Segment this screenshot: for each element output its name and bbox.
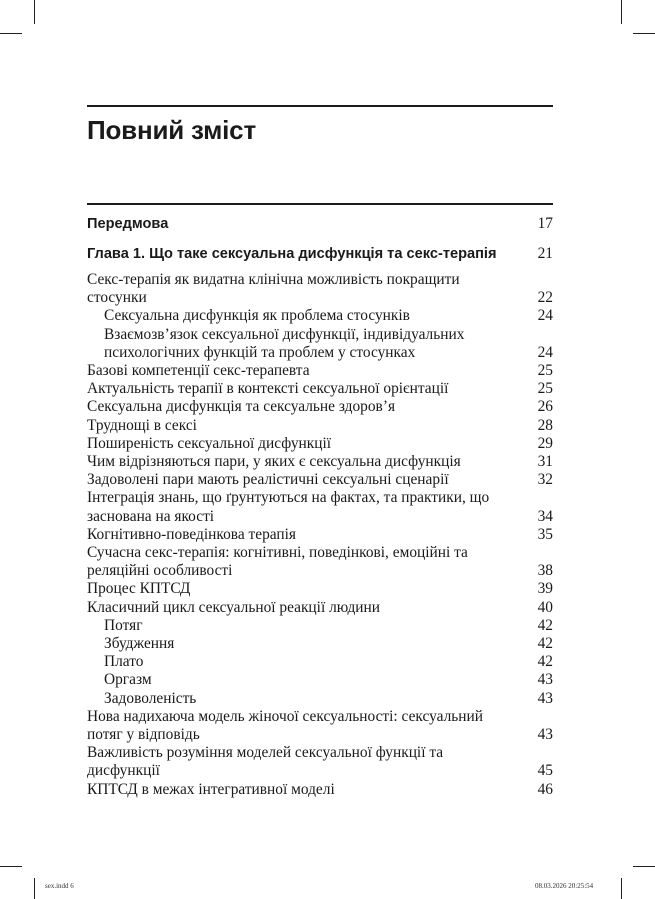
toc-entry-page: 25 bbox=[537, 362, 553, 380]
toc-top-rule bbox=[87, 203, 553, 205]
toc-entry bbox=[87, 653, 553, 671]
toc-entry-label: Труднощі в сексі bbox=[87, 416, 197, 434]
toc-entry-page: 42 bbox=[537, 616, 553, 634]
crop-mark bbox=[0, 33, 22, 34]
toc-entry-page: 35 bbox=[537, 525, 553, 543]
toc-entry bbox=[87, 307, 553, 325]
crop-mark bbox=[34, 0, 35, 24]
toc-entry-label: Когнітивно-поведінкова терапія bbox=[87, 525, 296, 543]
toc-entry-page: 42 bbox=[537, 653, 553, 671]
toc-entry-page: 43 bbox=[537, 726, 553, 744]
toc-entry-page: 43 bbox=[537, 671, 553, 689]
title-top-rule bbox=[87, 105, 553, 107]
toc-entry bbox=[87, 417, 553, 435]
toc-entry-page: 45 bbox=[537, 762, 553, 780]
toc-entry bbox=[87, 362, 553, 380]
page-title: Повний зміст bbox=[87, 115, 256, 145]
toc-entry bbox=[87, 398, 553, 416]
toc-entry-label: Важливість розуміння моделей сексуальної функції та дисфункції bbox=[87, 744, 444, 780]
toc-entry-label: Збудження bbox=[104, 635, 175, 653]
toc-entry-page: 21 bbox=[537, 245, 553, 262]
crop-mark bbox=[0, 866, 22, 867]
toc-entry-label: Потяг bbox=[104, 616, 143, 634]
toc-entry-label: Секс-терапія як видатна клінічна можливість покращити стосунки bbox=[87, 271, 460, 307]
crop-mark bbox=[621, 878, 622, 899]
toc-entry-page: 24 bbox=[537, 343, 553, 361]
toc-entry-label: Базові компетенції секс-терапевта bbox=[87, 362, 310, 380]
toc-entry-label: Сексуальна дисфункція та сексуальне здоров’я bbox=[87, 398, 396, 416]
toc-entry-page: 24 bbox=[537, 307, 553, 325]
footer-timestamp-slug: 08.03.2026 20:25:54 bbox=[535, 882, 594, 890]
toc-entry-page: 31 bbox=[537, 453, 553, 471]
toc-entry-label: Процес КПТСД bbox=[87, 580, 191, 598]
toc-entry-label: Поширеність сексуальної дисфункції bbox=[87, 434, 332, 452]
toc-entry-label: Актуальність терапії в контексті сексуальної орієнтації bbox=[87, 380, 449, 398]
toc-entry-page: 40 bbox=[537, 598, 553, 616]
toc-entry bbox=[87, 245, 553, 263]
toc-entry-label: Чим відрізняються пари, у яких є сексуальна дисфункція bbox=[87, 453, 461, 471]
toc-entry-page: 34 bbox=[537, 507, 553, 525]
toc-entry-page: 32 bbox=[537, 471, 553, 489]
toc-entry-page: 29 bbox=[537, 434, 553, 452]
toc-entry bbox=[87, 781, 553, 799]
toc-entry bbox=[87, 708, 553, 744]
toc-entry-page: 22 bbox=[537, 289, 553, 307]
toc-entry bbox=[87, 326, 553, 362]
toc-entry-label: Плато bbox=[104, 653, 144, 671]
crop-mark bbox=[34, 878, 35, 899]
toc-entry-page: 39 bbox=[537, 580, 553, 598]
crop-mark bbox=[621, 0, 622, 24]
toc-entry bbox=[87, 544, 553, 580]
toc-entry-label: Сексуальна дисфункція як проблема стосунків bbox=[104, 307, 410, 325]
table-of-contents bbox=[87, 215, 553, 799]
toc-entry-label: Сучасна секс-терапія: когнітивні, поведінкові, емоційні та реляційні особливості bbox=[87, 544, 468, 580]
toc-entry-page: 28 bbox=[537, 416, 553, 434]
toc-entry bbox=[87, 744, 553, 780]
toc-entry-label: Взаємозв’язок сексуальної дисфункції, індивідуальних психологічних функцій та проблем у стосунках bbox=[104, 325, 465, 361]
toc-entry-label: КПТСД в межах інтегративної моделі bbox=[87, 780, 335, 798]
footer-file-slug: sex.indd 6 bbox=[45, 882, 74, 890]
crop-mark bbox=[633, 33, 655, 34]
toc-entry bbox=[87, 471, 553, 489]
toc-entry-page: 38 bbox=[537, 562, 553, 580]
toc-entry bbox=[87, 526, 553, 544]
toc-entry bbox=[87, 599, 553, 617]
toc-entry bbox=[87, 435, 553, 453]
toc-entry-page: 17 bbox=[537, 215, 553, 232]
toc-entry bbox=[87, 617, 553, 635]
toc-entry bbox=[87, 271, 553, 307]
toc-entry-label: Передмова bbox=[87, 216, 169, 232]
toc-entry-label: Задоволені пари мають реалістичні сексуальні сценарії bbox=[87, 471, 449, 489]
toc-entry-label: Класичний цикл сексуальної реакції людини bbox=[87, 598, 380, 616]
toc-entry-page: 46 bbox=[537, 780, 553, 798]
toc-entry bbox=[87, 635, 553, 653]
toc-entry-page: 43 bbox=[537, 689, 553, 707]
toc-entry bbox=[87, 690, 553, 708]
toc-entry bbox=[87, 380, 553, 398]
toc-entry-page: 42 bbox=[537, 635, 553, 653]
crop-mark bbox=[633, 866, 655, 867]
toc-entry-label: Оргазм bbox=[104, 671, 152, 689]
toc-entry-page: 25 bbox=[537, 380, 553, 398]
toc-entry-page: 26 bbox=[537, 398, 553, 416]
toc-entry bbox=[87, 580, 553, 598]
toc-entry bbox=[87, 215, 553, 233]
toc-entry bbox=[87, 671, 553, 689]
toc-entry-label: Інтеграція знань, що ґрунтуються на фактах, та практики, що заснована на якості bbox=[87, 489, 490, 525]
toc-entry bbox=[87, 453, 553, 471]
toc-entry-label: Нова надихаюча модель жіночої сексуальності: сексуальний потяг у відповідь bbox=[87, 707, 483, 744]
toc-entry-label: Глава 1. Що таке сексуальна дисфункція та секс-терапія bbox=[87, 246, 497, 262]
toc-entry bbox=[87, 489, 553, 525]
toc-entry-label: Задоволеність bbox=[104, 689, 197, 707]
